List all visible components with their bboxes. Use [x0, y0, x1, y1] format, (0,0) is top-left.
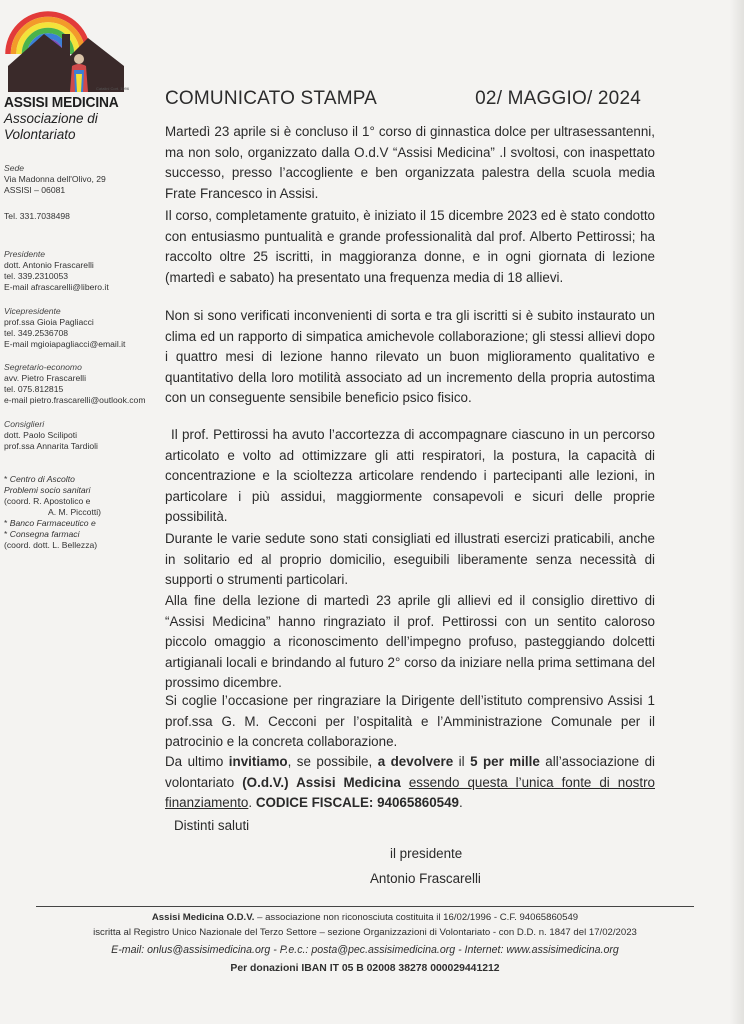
segretario-tel: tel. 075.812815: [4, 384, 64, 394]
subtitle-line-1: Associazione di: [4, 111, 98, 126]
sede-label: Sede: [4, 163, 25, 173]
vicepresidente-email: E-mail mgioiapagliacci@email.it: [4, 339, 126, 349]
footer-line-1: [36, 911, 694, 926]
consegna-farmaci-title: Consegna farmaci: [9, 529, 80, 539]
centro-ascolto-coord-2: A. M. Piccotti): [48, 507, 102, 517]
subtitle-line-2: Volontariato: [4, 127, 76, 142]
vicepresidente-label: Vicepresidente: [4, 306, 61, 316]
logo-tiny-text: Catalini Cort. 1996: [96, 86, 130, 91]
consiglieri-block: [4, 419, 164, 452]
presidente-name: dott. Antonio Frascarelli: [4, 260, 94, 270]
p8-text-i: [401, 775, 409, 790]
presidente-email: E-mail afrascarelli@libero.it: [4, 282, 109, 292]
footer-contacts: E-mail: onlus@assisimedicina.org - P.e.c.: posta@pec.assisimedicina.org - Internet: www.assisimedicina.org: [111, 944, 619, 956]
sede-city: ASSISI – 06081: [4, 185, 66, 195]
bullet-star-icon: *: [4, 518, 8, 528]
document-date: 02/ MAGGIO/ 2024: [475, 88, 641, 109]
centro-ascolto-line: [4, 474, 164, 485]
p8-odv-name: (O.d.V.) Assisi Medicina: [242, 774, 401, 790]
p8-invitiamo: invitiamo: [228, 754, 288, 769]
paragraph-7: Si coglie l’occasione per ringraziare la Dirigente dell’istituto comprensivo Assisi 1 prof.ssa G. M. Cecconi per l’ospitalità e l’Amministrazione Comunale per il patrocinio e la concreta collaborazione.: [165, 693, 655, 749]
p8-text-m: .: [459, 795, 463, 810]
vicepresidente-name: prof.ssa Gioia Pagliacci: [4, 317, 94, 327]
paragraph-5: Durante le varie sedute sono stati consigliati ed illustrati esercizi praticabili, anche in solitario ed al proprio domicilio, eseguibili liberamente senza necessità di supporti o strumenti particolari.: [165, 531, 655, 587]
consiglieri-label: Consiglieri: [4, 419, 45, 429]
segretario-name: avv. Pietro Frascarelli: [4, 373, 86, 383]
presidente-label: Presidente: [4, 249, 46, 259]
p8-text-k: .: [248, 795, 256, 810]
banco-farmaceutico-line: [4, 518, 164, 529]
footer-org-name: Assisi Medicina O.D.V.: [151, 912, 255, 923]
consegna-farmaci-coord: (coord. dott. L. Bellezza): [4, 540, 98, 550]
bullet-star-icon: *: [4, 474, 8, 484]
vicepresidente-block: [4, 306, 164, 350]
paragraph-1: Martedì 23 aprile si è concluso il 1° corso di ginnastica dolce per ultrasessantenni, ma non solo, organizzato dalla O.d.V “Assisi Medicina” .l svoltosi, con inaspettato successo, presso l’accogliente e ben organizzata palestra della scuola media Frate Francesco in Assisi.: [165, 124, 655, 201]
document-heading: [165, 88, 641, 110]
tel-block: [4, 211, 164, 222]
paragraph-2: Il corso, completamente gratuito, è iniziato il 15 dicembre 2023 ed è stato condotto con entusiasmo puntualità e grande professionalità dal prof. Alberto Pettirossi; ha raccolto oltre 25 iscritti, in maggioranza donne, e in ogni giornata di lezione (martedì e sabato) ha presentato una frequenza media di 18 allievi.: [165, 208, 655, 285]
greeting: Distinti saluti: [174, 818, 250, 833]
paragraph-6: Alla fine della lezione di martedì 23 aprile gli allievi ed il consiglio direttivo di “Assisi Medicina” hanno ringraziato il prof. Pettirossi con un sentito caloroso piccolo omaggio a riconoscimento dell’impegno profuso, pasteggiando dolcetti artigianali locali e brindando al futuro 2° corso da iniziare nella prima settimana del prossimo dicembre.: [165, 593, 655, 690]
consegna-farmaci-line: [4, 529, 164, 540]
consigliere-1: dott. Paolo Scilipoti: [4, 430, 78, 440]
footer: [36, 911, 694, 978]
organization-subtitle: [4, 111, 98, 143]
centro-ascolto-subtitle: Problemi socio sanitari: [4, 485, 91, 495]
sede-address: Via Madonna dell'Olivo, 29: [4, 174, 106, 184]
paragraph-4: Il prof. Pettirossi ha avuto l’accortezza di accompagnare ciascuno in un percorso articolato e volto ad ottimizzare gli atti respiratori, la postura, la capacità di concentrazione e la scioltezza articolare rendendo i partecipanti alle lezioni, in particolare i più assidui, maggiormente consapevoli e sicuri delle proprie possibilità.: [165, 427, 655, 524]
p8-devolvere: a devolvere: [377, 754, 454, 769]
document-title: COMUNICATO STAMPA: [165, 88, 378, 109]
paragraph-8: [165, 752, 655, 814]
page-edge: [730, 0, 744, 1024]
footer-iban: Per donazioni IBAN IT 05 B 02008 38278 000029441212: [230, 963, 500, 974]
centro-ascolto-coord: (coord. R. Apostolico e: [4, 496, 91, 506]
rainbow-logo-icon: [4, 4, 128, 92]
signature-role: il presidente: [390, 846, 463, 861]
presidente-tel: tel. 339.2310053: [4, 271, 69, 281]
p8-text-c: , se possibile,: [287, 754, 378, 769]
p8-codice-fiscale: CODICE FISCALE: 94065860549: [255, 795, 460, 810]
presidente-block: [4, 249, 164, 293]
segretario-email: e-mail pietro.frascarelli@outlook.com: [4, 395, 146, 405]
organization-name: ASSISI MEDICINA: [4, 94, 119, 111]
office-phone: Tel. 331.7038498: [4, 211, 70, 221]
services-block: [4, 474, 164, 551]
centro-ascolto-title: Centro di Ascolto: [9, 474, 75, 484]
p8-underlined: essendo questa l’unica fonte di nostro finanziamento: [165, 774, 655, 810]
p8-text-g: all’associazione di volontariato: [165, 754, 655, 790]
footer-divider: [36, 906, 694, 907]
sede-block: [4, 163, 164, 196]
p8-text-a: Da ultimo: [165, 754, 229, 769]
p8-5-per-mille: 5 per mille: [470, 754, 540, 769]
footer-line-2: iscritta al Registro Unico Nazionale del Terzo Settore – sezione Organizzazioni di Volontariato - con D.D. n. 1847 del 17/02/2023: [93, 926, 637, 938]
paragraph-3: Non si sono verificati inconvenienti di sorta e tra gli iscritti si è subito instaurato un clima ed un rapporto di simpatica amichevole collaborazione; gli stessi allievi dopo i quattro mesi di lezione hanno rilevato un buon miglioramento qualitativo e quantitativo della loro motilità associato ad un incremento della propria autostima con un conseguente sensibile beneficio psico fisico.: [165, 308, 655, 405]
p8-text-e: il: [453, 754, 471, 769]
segretario-label: Segretario-economo: [4, 362, 82, 372]
vicepresidente-tel: tel. 349.2536708: [4, 328, 69, 338]
consigliere-2: prof.ssa Annarita Tardioli: [4, 441, 98, 451]
segretario-block: [4, 362, 164, 406]
footer-org-info: – associazione non riconosciuta costituita il 16/02/1996 - C.F. 94065860549: [254, 912, 579, 923]
signature-name: Antonio Frascarelli: [370, 871, 481, 886]
bullet-star-icon: *: [4, 529, 8, 539]
banco-farmaceutico-title: Banco Farmaceutico e: [9, 518, 96, 528]
